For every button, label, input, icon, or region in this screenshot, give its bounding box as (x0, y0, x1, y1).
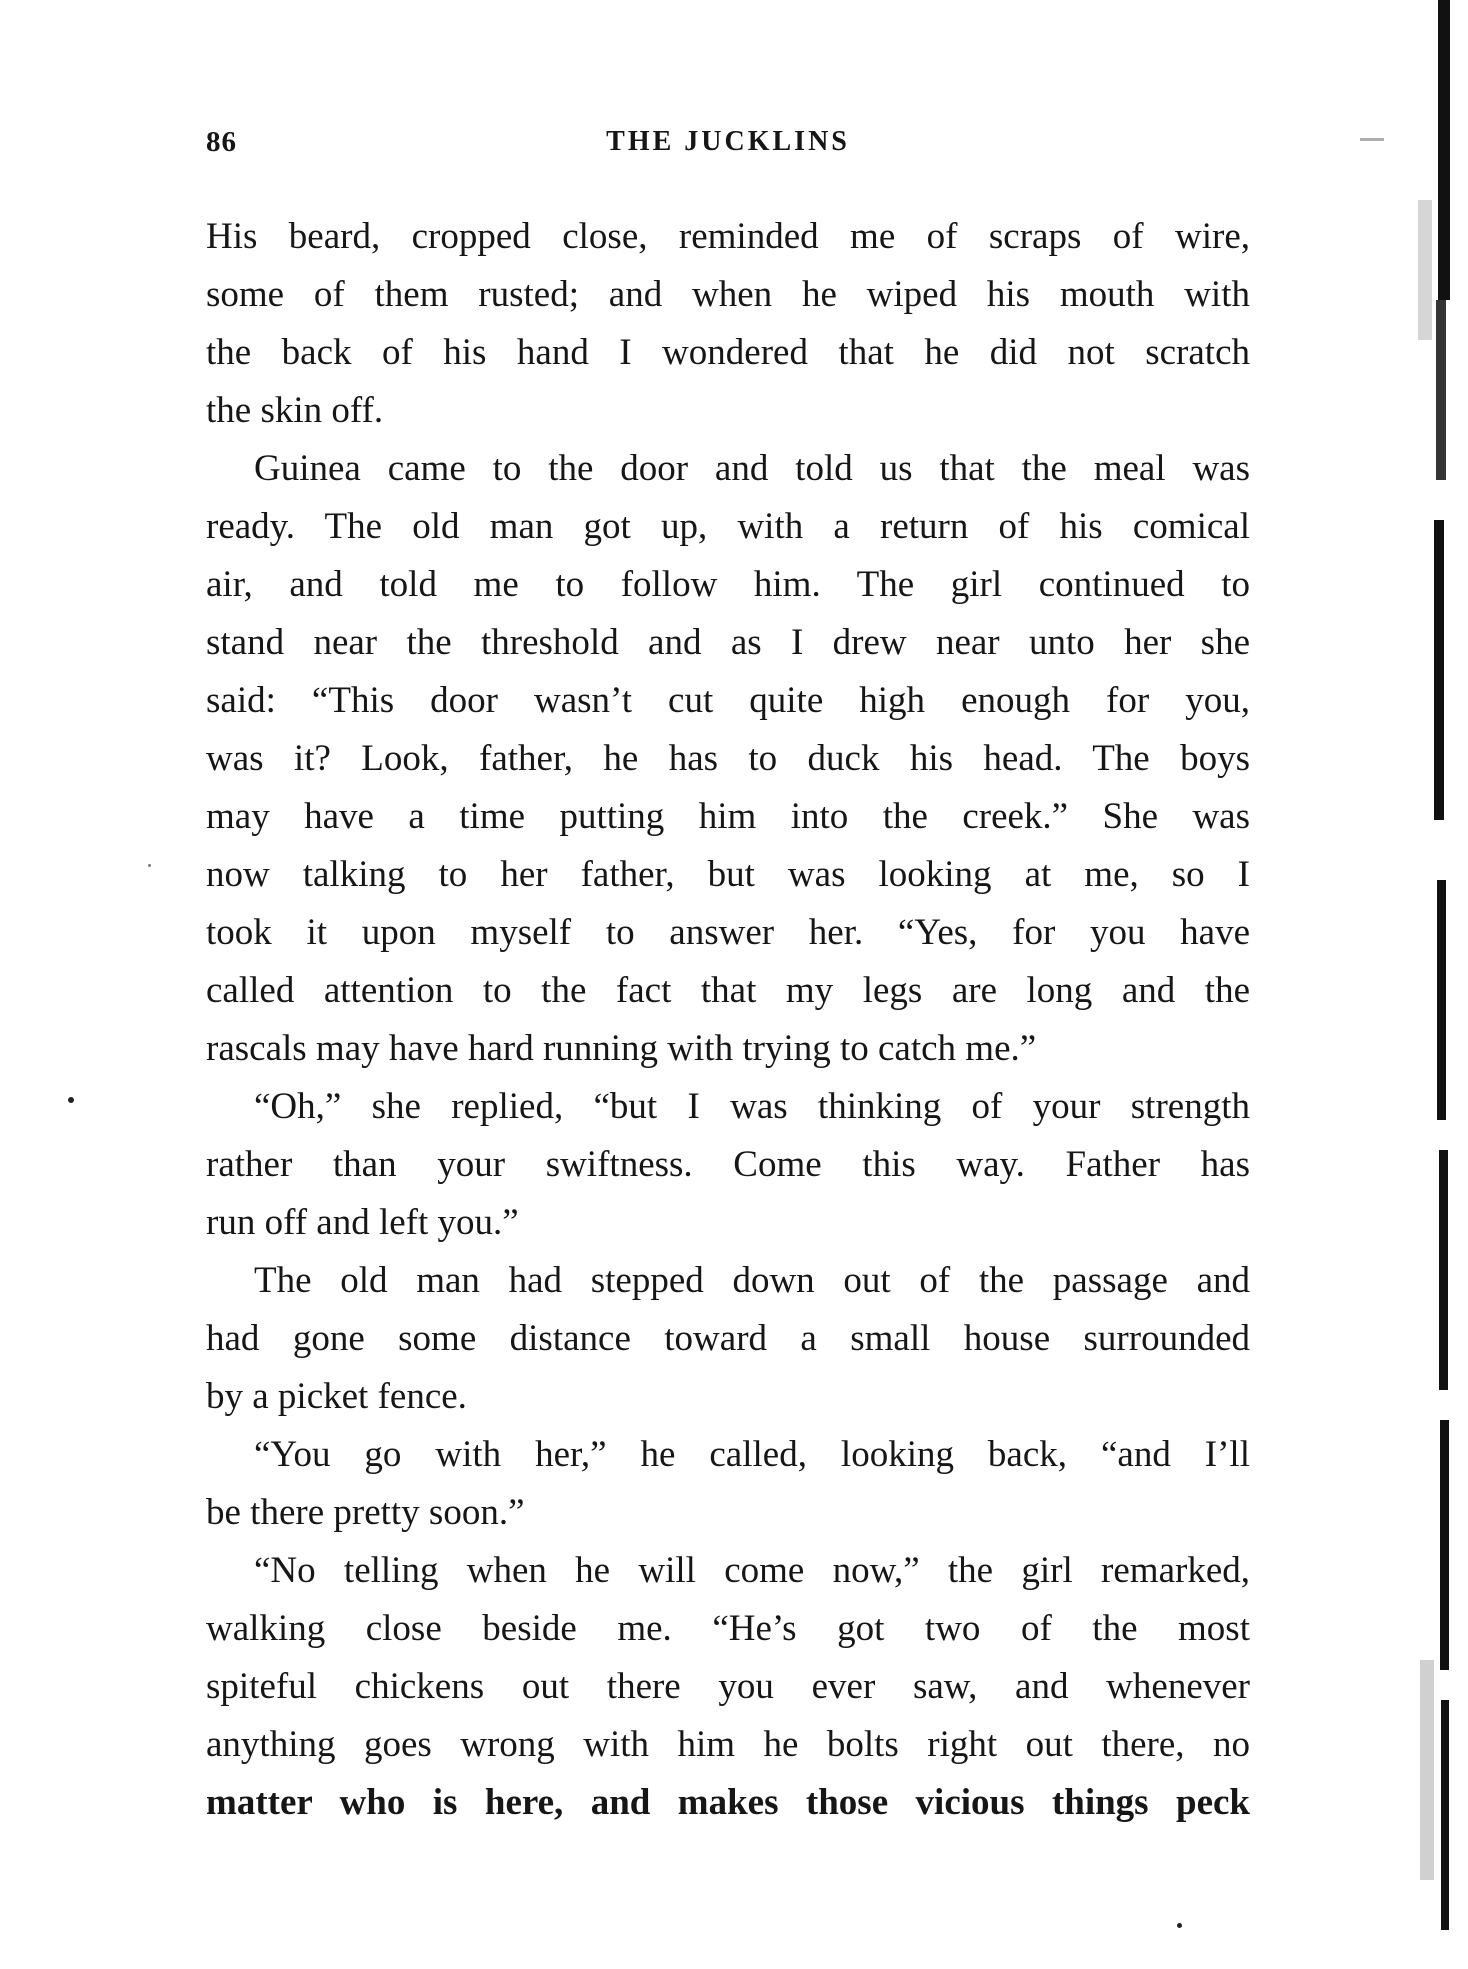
text-line: called attention to the fact that my legs are long and the (206, 970, 1250, 1011)
text-line: now talking to her father, but was looking at me, so I (206, 854, 1250, 895)
page-edge-smudge (1420, 1660, 1434, 1880)
page-edge-shadow (1434, 520, 1444, 820)
text-line: “No telling when he will come now,” the girl remarked, (254, 1550, 1250, 1591)
text-line: stand near the threshold and as I drew near unto her she (206, 622, 1250, 663)
ink-speck (68, 1097, 74, 1103)
page-edge-smudge (1360, 138, 1384, 141)
text-line: walking close beside me. “He’s got two of the most (206, 1608, 1250, 1649)
page-edge-shadow (1437, 880, 1446, 1120)
text-line: the skin off. (206, 390, 384, 431)
text-line: said: “This door wasn’t cut quite high enough for you, (206, 680, 1250, 721)
text-line: took it upon myself to answer her. “Yes, for you have (206, 912, 1250, 953)
text-line: by a picket fence. (206, 1376, 467, 1417)
text-line: Guinea came to the door and told us that the meal was (254, 448, 1250, 489)
text-line: had gone some distance toward a small house surrounded (206, 1318, 1250, 1359)
text-line: anything goes wrong with him he bolts right out there, no (206, 1724, 1250, 1765)
page-edge-shadow (1439, 1150, 1448, 1390)
page-header (206, 126, 1250, 170)
ink-speck (1177, 1923, 1182, 1928)
text-line: was it? Look, father, he has to duck his head. The boys (206, 738, 1250, 779)
page-edge-shadow (1440, 1420, 1449, 1670)
text-line: run off and left you.” (206, 1202, 519, 1243)
page-number: 86 (206, 126, 237, 158)
text-line: spiteful chickens out there you ever saw, and whenever (206, 1666, 1250, 1707)
text-line: His beard, cropped close, reminded me of scraps of wire, (206, 216, 1250, 257)
text-line: rather than your swiftness. Come this way. Father has (206, 1144, 1250, 1185)
text-line: The old man had stepped down out of the passage and (254, 1260, 1250, 1301)
text-line: air, and told me to follow him. The girl continued to (206, 564, 1250, 605)
text-line: the back of his hand I wondered that he did not scratch (206, 332, 1250, 373)
running-title: THE JUCKLINS (606, 126, 850, 157)
text-line: be there pretty soon.” (206, 1492, 525, 1533)
body-text (206, 208, 1250, 1832)
text-line: may have a time putting him into the creek.” She was (206, 796, 1250, 837)
ink-speck (148, 864, 151, 867)
text-line: ready. The old man got up, with a return of his comical (206, 506, 1250, 547)
page-edge-shadow (1436, 300, 1446, 480)
text-line: “Oh,” she replied, “but I was thinking of your strength (254, 1086, 1250, 1127)
page-edge-shadow (1441, 1700, 1449, 1930)
text-line: some of them rusted; and when he wiped his mouth with (206, 274, 1250, 315)
text-line: rascals may have hard running with trying to catch me.” (206, 1028, 1037, 1069)
page-edge-shadow (1438, 0, 1450, 300)
text-line: “You go with her,” he called, looking back, “and I’ll (254, 1434, 1250, 1475)
text-line: matter who is here, and makes those vicious things peck (206, 1782, 1250, 1823)
page-edge-smudge (1418, 200, 1432, 340)
